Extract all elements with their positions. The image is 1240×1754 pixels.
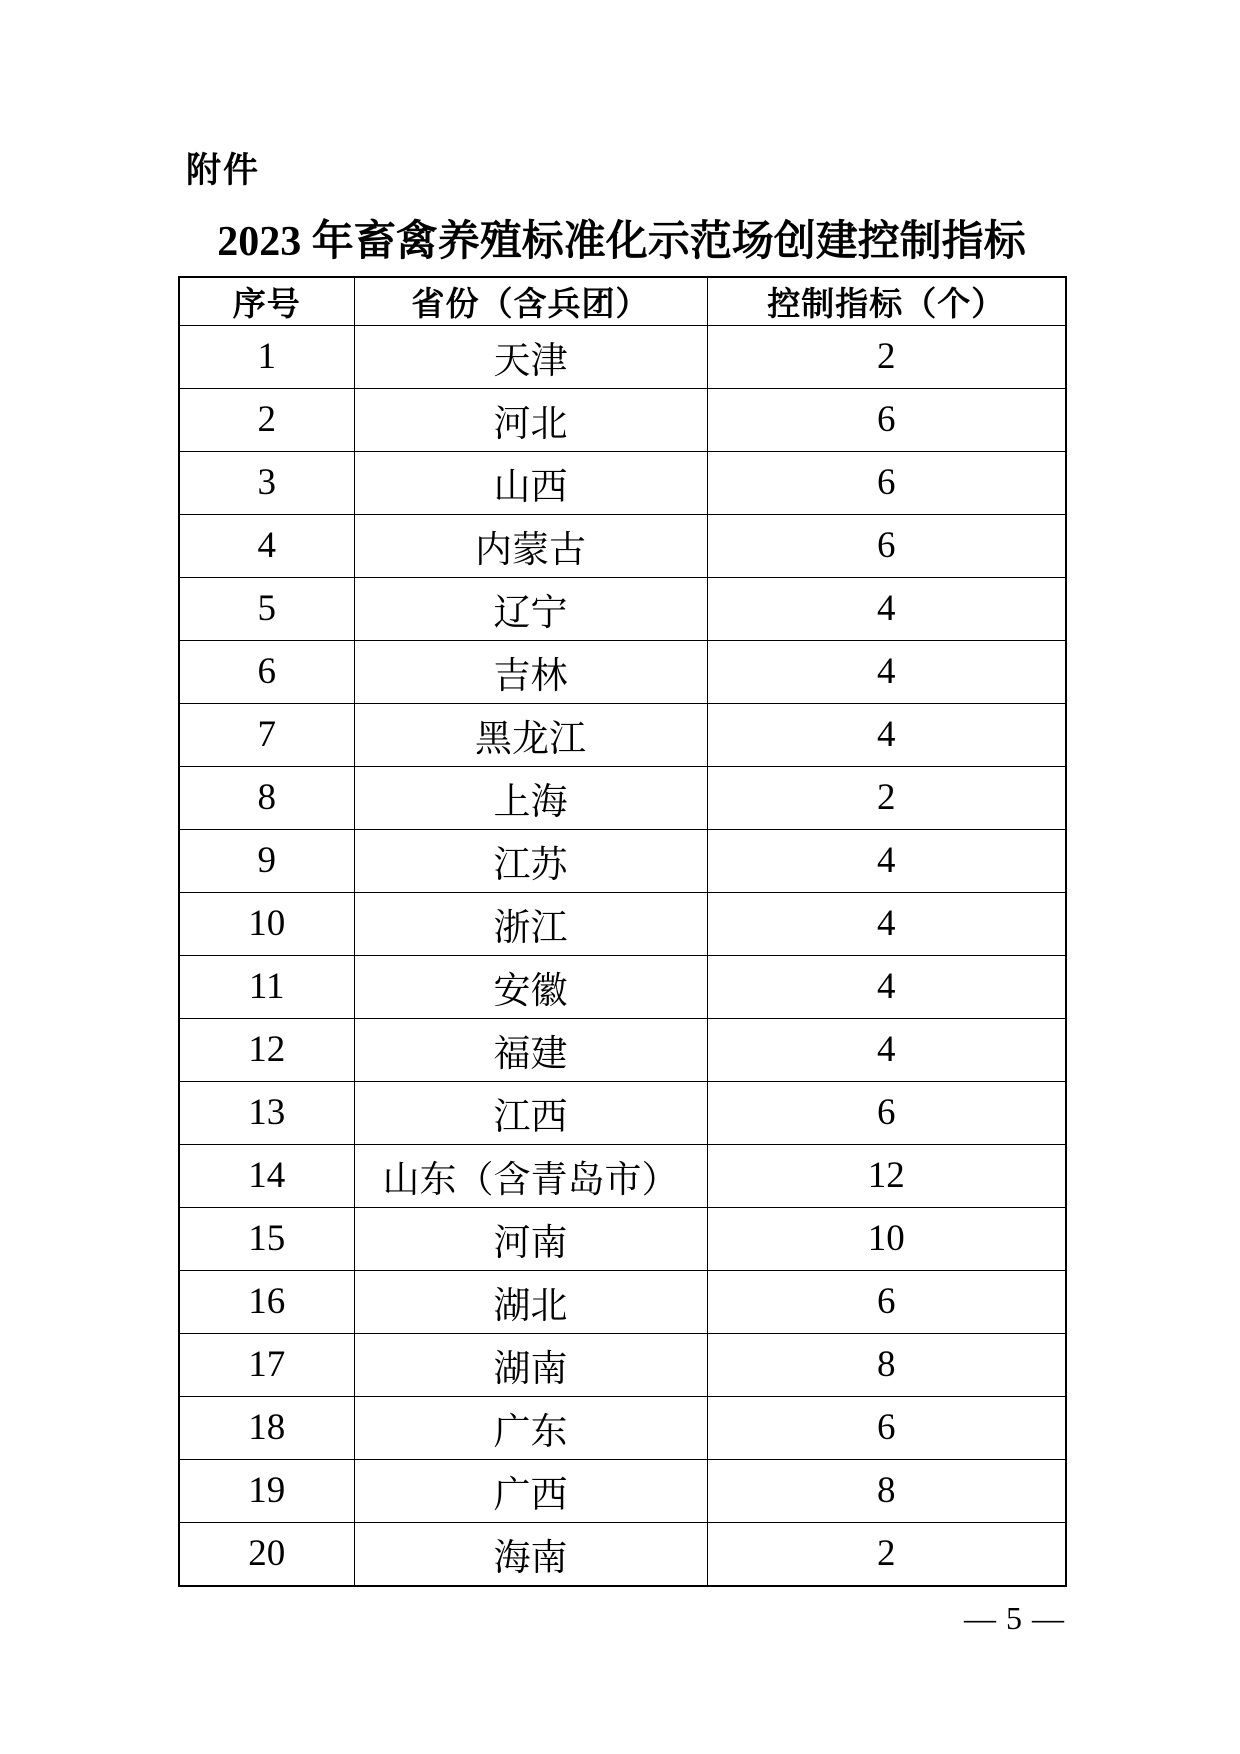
table-row bbox=[179, 451, 1066, 514]
province-cell: 福建 bbox=[354, 1018, 707, 1081]
indicator-value-cell: 6 bbox=[707, 1081, 1066, 1144]
province-cell: 山西 bbox=[354, 451, 707, 514]
province-cell: 吉林 bbox=[354, 640, 707, 703]
serial-number-cell: 12 bbox=[179, 1018, 354, 1081]
province-cell: 江苏 bbox=[354, 829, 707, 892]
serial-number-cell: 1 bbox=[179, 326, 354, 389]
page-title: 2023 年畜禽养殖标准化示范场创建控制指标 bbox=[217, 219, 1026, 265]
indicator-value-cell: 4 bbox=[707, 640, 1066, 703]
province-cell: 海南 bbox=[354, 1522, 707, 1586]
indicator-value-cell: 10 bbox=[707, 1207, 1066, 1270]
province-cell: 上海 bbox=[354, 766, 707, 829]
table-row bbox=[179, 1081, 1066, 1144]
table-row bbox=[179, 829, 1066, 892]
column-header-serial: 序号 bbox=[179, 277, 354, 326]
indicator-value-cell: 6 bbox=[707, 514, 1066, 577]
serial-number-cell: 4 bbox=[179, 514, 354, 577]
serial-number-cell: 20 bbox=[179, 1522, 354, 1586]
province-cell: 山东（含青岛市） bbox=[354, 1144, 707, 1207]
table-row bbox=[179, 1522, 1066, 1586]
indicator-value-cell: 6 bbox=[707, 388, 1066, 451]
table-row bbox=[179, 1144, 1066, 1207]
table-header-row bbox=[179, 277, 1066, 326]
indicator-value-cell: 4 bbox=[707, 829, 1066, 892]
indicator-value-cell: 8 bbox=[707, 1333, 1066, 1396]
serial-number-cell: 13 bbox=[179, 1081, 354, 1144]
indicator-value-cell: 2 bbox=[707, 1522, 1066, 1586]
province-cell: 湖北 bbox=[354, 1270, 707, 1333]
province-cell: 河北 bbox=[354, 388, 707, 451]
indicator-value-cell: 6 bbox=[707, 1396, 1066, 1459]
serial-number-cell: 18 bbox=[179, 1396, 354, 1459]
serial-number-cell: 8 bbox=[179, 766, 354, 829]
table-row bbox=[179, 1396, 1066, 1459]
serial-number-cell: 9 bbox=[179, 829, 354, 892]
table-row bbox=[179, 1207, 1066, 1270]
column-header-indicator: 控制指标（个） bbox=[707, 277, 1066, 326]
province-cell: 浙江 bbox=[354, 892, 707, 955]
indicator-value-cell: 4 bbox=[707, 892, 1066, 955]
table-row bbox=[179, 1333, 1066, 1396]
table-row bbox=[179, 640, 1066, 703]
table-row bbox=[179, 577, 1066, 640]
serial-number-cell: 19 bbox=[179, 1459, 354, 1522]
table-row bbox=[179, 326, 1066, 389]
table-row bbox=[179, 703, 1066, 766]
indicator-value-cell: 12 bbox=[707, 1144, 1066, 1207]
province-cell: 广西 bbox=[354, 1459, 707, 1522]
province-cell: 黑龙江 bbox=[354, 703, 707, 766]
page-number: — 5 — bbox=[964, 1600, 1065, 1636]
indicator-value-cell: 2 bbox=[707, 326, 1066, 389]
table-row bbox=[179, 388, 1066, 451]
province-cell: 江西 bbox=[354, 1081, 707, 1144]
serial-number-cell: 3 bbox=[179, 451, 354, 514]
indicator-value-cell: 4 bbox=[707, 577, 1066, 640]
serial-number-cell: 15 bbox=[179, 1207, 354, 1270]
province-cell: 内蒙古 bbox=[354, 514, 707, 577]
indicator-value-cell: 6 bbox=[707, 451, 1066, 514]
province-cell: 湖南 bbox=[354, 1333, 707, 1396]
table-row bbox=[179, 1270, 1066, 1333]
table-row bbox=[179, 766, 1066, 829]
serial-number-cell: 6 bbox=[179, 640, 354, 703]
indicator-value-cell: 2 bbox=[707, 766, 1066, 829]
indicator-value-cell: 6 bbox=[707, 1270, 1066, 1333]
serial-number-cell: 2 bbox=[179, 388, 354, 451]
indicator-table bbox=[178, 276, 1067, 1587]
serial-number-cell: 17 bbox=[179, 1333, 354, 1396]
serial-number-cell: 5 bbox=[179, 577, 354, 640]
province-cell: 河南 bbox=[354, 1207, 707, 1270]
province-cell: 天津 bbox=[354, 326, 707, 389]
table-row bbox=[179, 1459, 1066, 1522]
table-row bbox=[179, 892, 1066, 955]
province-cell: 辽宁 bbox=[354, 577, 707, 640]
indicator-value-cell: 4 bbox=[707, 703, 1066, 766]
table-row bbox=[179, 514, 1066, 577]
province-cell: 安徽 bbox=[354, 955, 707, 1018]
serial-number-cell: 14 bbox=[179, 1144, 354, 1207]
serial-number-cell: 16 bbox=[179, 1270, 354, 1333]
serial-number-cell: 10 bbox=[179, 892, 354, 955]
indicator-value-cell: 8 bbox=[707, 1459, 1066, 1522]
indicator-value-cell: 4 bbox=[707, 1018, 1066, 1081]
attachment-label: 附件 bbox=[186, 151, 261, 190]
province-cell: 广东 bbox=[354, 1396, 707, 1459]
column-header-province: 省份（含兵团） bbox=[354, 277, 707, 326]
serial-number-cell: 11 bbox=[179, 955, 354, 1018]
indicator-value-cell: 4 bbox=[707, 955, 1066, 1018]
table-row bbox=[179, 955, 1066, 1018]
serial-number-cell: 7 bbox=[179, 703, 354, 766]
table-row bbox=[179, 1018, 1066, 1081]
table-body bbox=[179, 326, 1066, 1587]
